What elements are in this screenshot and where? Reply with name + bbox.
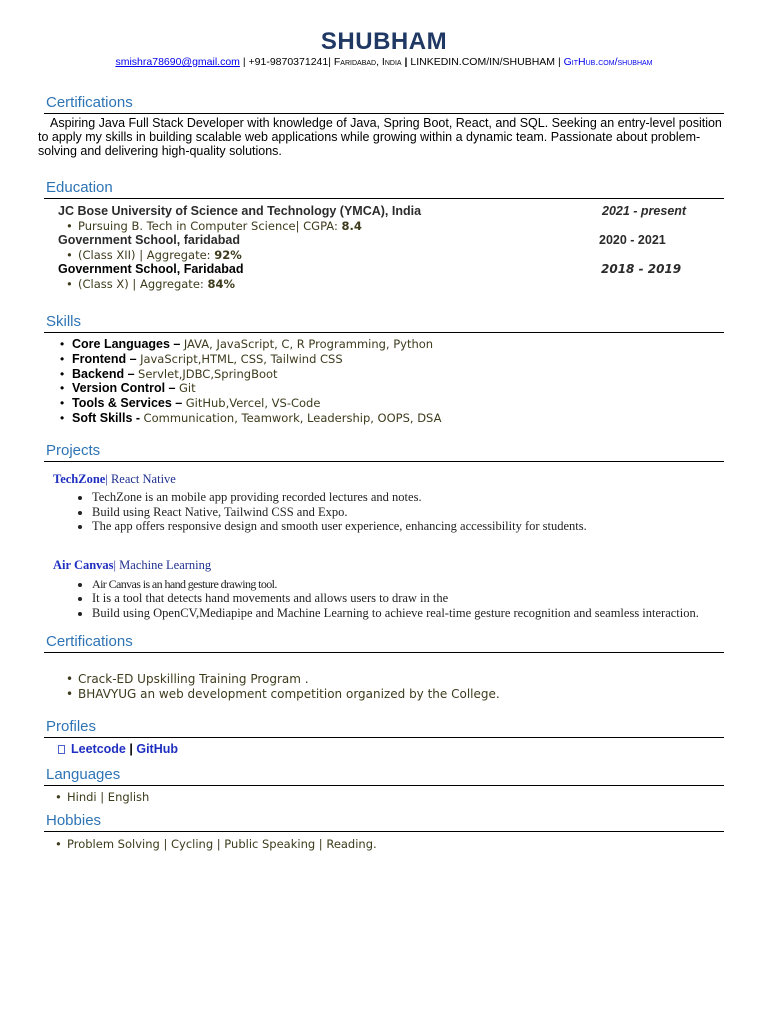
skill-row: • Frontend – JavaScript,HTML, CSS, Tailwind CSS [60, 351, 343, 366]
certification-item: • BHAVYUG an web development competition organized by the College. [66, 686, 500, 701]
section-title: Projects [44, 442, 724, 462]
skill-value: JavaScript,HTML, CSS, Tailwind CSS [140, 351, 343, 366]
skill-label: Frontend – [72, 351, 141, 366]
hobbies-section: Hobbies • Problem Solving | Cycling | Public Speaking | Reading. [44, 812, 724, 851]
school-name: Government School, Faridabad [58, 262, 244, 276]
languages-text: Hindi | English [67, 790, 150, 804]
education-entry [44, 262, 724, 277]
skill-label: Tools & Services – [72, 396, 186, 411]
github-link[interactable]: GitHub.com/shubham [563, 56, 653, 68]
detail-label: Pursuing B. Tech in Computer Science| CGPA: [78, 218, 342, 233]
education-detail: • (Class XII) | Aggregate: 92% [66, 247, 242, 262]
skill-label: Soft Skills - [72, 410, 144, 425]
section-title: Hobbies [44, 812, 724, 832]
skill-label: Core Languages – [72, 337, 184, 351]
section-title: Education [44, 179, 724, 199]
section-title: Certifications [44, 94, 724, 114]
project-tech: | React Native [105, 472, 176, 486]
languages-section: Languages • Hindi | English [44, 766, 724, 804]
project-item [44, 472, 724, 534]
contact-separator: | [328, 56, 331, 68]
profile-separator: | [125, 742, 137, 756]
contact-separator: | [404, 56, 408, 68]
contact-separator: | [557, 56, 561, 68]
school-name: Government School, faridabad [58, 233, 240, 247]
detail-label: (Class X) | Aggregate: [78, 276, 208, 291]
project-point: • The app offers responsive design and smooth user experience, enhancing accessibility for students. [92, 519, 724, 534]
education-detail: • (Class X) | Aggregate: 84% [66, 276, 235, 291]
github-profile-link[interactable]: GitHub [136, 742, 179, 756]
skill-value: Communication, Teamwork, Leadership, OOPS, DSA [143, 410, 442, 425]
detail-value: 8.4 [341, 218, 362, 233]
skill-row: • Backend – Servlet,JDBC,SpringBoot [60, 366, 278, 381]
linkedin-link[interactable]: LINKEDIN.COM/IN/SHUBHAM [410, 56, 556, 68]
detail-label: (Class XII) | Aggregate: [78, 247, 215, 262]
project-point: • Air Canvas is an hand gesture drawing tool. [92, 577, 724, 592]
skill-label: Backend – [72, 366, 139, 381]
skill-row: • Version Control – Git [60, 381, 196, 396]
contact-separator: | [242, 56, 246, 68]
skills-section [44, 313, 724, 426]
summary-section [38, 94, 724, 158]
projects-section [44, 442, 724, 620]
leetcode-link[interactable]: Leetcode [71, 742, 126, 756]
certification-text: BHAVYUG an web development competition organized by the College. [78, 686, 500, 701]
project-item [44, 558, 724, 621]
skill-value: Git [178, 381, 196, 396]
location: Faridabad, India [333, 56, 402, 68]
section-title: Profiles [44, 718, 724, 738]
project-point: • TechZone is an mobile app providing recorded lectures and notes. [92, 490, 724, 505]
certification-text: Crack-ED Upskilling Training Program . [78, 672, 309, 686]
phone-number: +91-9870371241 [248, 56, 329, 68]
link-icon [58, 745, 65, 754]
section-title: Certifications [44, 633, 724, 653]
project-name: Air Canvas [53, 557, 114, 572]
education-date: 2020 - 2021 [599, 233, 666, 247]
education-date: 2021 - present [602, 204, 687, 218]
skill-row: • Core Languages – JAVA, JavaScript, C, R Programming, Python [60, 337, 434, 351]
skill-value: JAVA, JavaScript, C, R Programming, Python [183, 337, 434, 351]
section-title: Languages [44, 766, 724, 786]
project-point: • Build using OpenCV,Mediapipe and Machine Learning to achieve real-time gesture recognition and seamless interaction. [92, 606, 724, 621]
skill-row: • Tools & Services – GitHub,Vercel, VS-Code [60, 396, 321, 411]
project-tech: | Machine Learning [113, 557, 212, 572]
education-entry [44, 204, 724, 219]
school-name: JC Bose University of Science and Technology (YMCA), India [58, 204, 422, 218]
detail-value: 92% [214, 247, 242, 262]
certifications-section [44, 633, 724, 702]
hobbies-text: Problem Solving | Cycling | Public Speaking | Reading. [67, 837, 377, 851]
education-date: 2018 - 2019 [601, 262, 682, 276]
skill-value: Servlet,JDBC,SpringBoot [138, 366, 278, 381]
education-section [44, 179, 724, 291]
project-name: TechZone [53, 472, 106, 486]
project-point: • It is a tool that detects hand movements and allows users to draw in the [92, 591, 724, 606]
summary-text: Aspiring Java Full Stack Developer with knowledge of Java, Spring Boot, React, and SQL. Seeking an entry-level position to apply my skills in building scalable web applications while growing within a dynamic team. Passionate about problem-solving and delivering high-quality solutions. [38, 116, 722, 158]
education-detail: • Pursuing B. Tech in Computer Science| CGPA: 8.4 [66, 218, 362, 233]
email-link[interactable]: smishra78690@gmail.com [115, 56, 240, 68]
detail-value: 84% [207, 276, 235, 291]
contact-line [0, 56, 768, 68]
candidate-name: SHUBHAM [320, 28, 448, 55]
section-title: Skills [44, 313, 724, 333]
project-point: • Build using React Native, Tailwind CSS and Expo. [92, 505, 724, 520]
skill-value: GitHub,Vercel, VS-Code [185, 396, 321, 411]
education-entry [44, 233, 724, 248]
certification-item: • Crack-ED Upskilling Training Program . [66, 672, 309, 686]
profiles-section [44, 718, 724, 756]
skill-row: • Soft Skills - Communication, Teamwork, Leadership, OOPS, DSA [60, 410, 442, 425]
skill-label: Version Control – [72, 381, 179, 396]
